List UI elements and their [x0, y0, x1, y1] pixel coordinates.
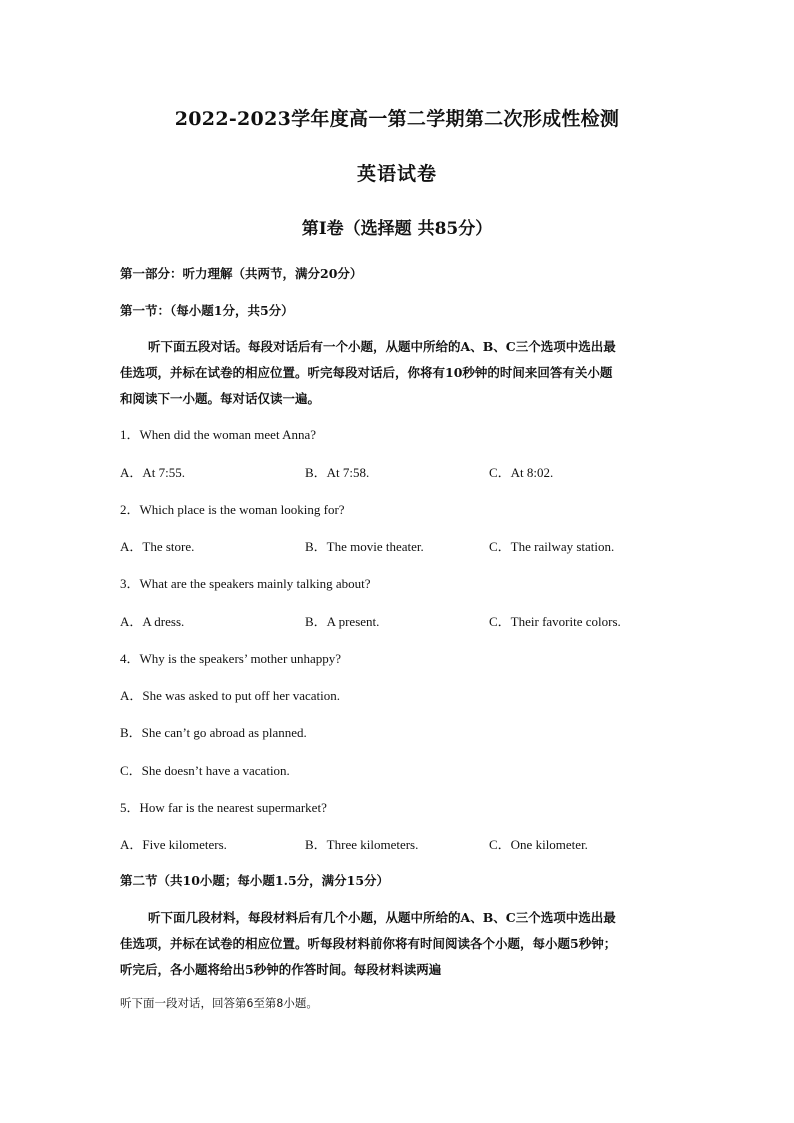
question-1-option-b: B．At 7:58. [305, 465, 370, 480]
section1-instructions [120, 334, 680, 412]
question-3-option-c: C．Their favorite colors. [489, 614, 621, 629]
question-1-option-c: C．At 8:02. [489, 465, 554, 480]
question-5-option-b: B．Three kilometers. [305, 837, 419, 852]
question-4-option-a: A．She was asked to put off her vacation. [120, 688, 340, 703]
part1-heading: 第一部分：听力理解（共两节，满分20分） [120, 266, 363, 281]
volume-title: 第I卷（选择题 共85分） [301, 219, 493, 239]
instruction-line: 听完后，各小题将给出5秒钟的作答时间。每段材料读两遍 [120, 962, 442, 977]
question-3-option-a: A．A dress. [120, 614, 185, 629]
question-2-option-b: B．The movie theater. [305, 539, 424, 554]
instruction-line: 佳选项，并标在试卷的相应位置。听完每段对话后，你将有10秒钟的时间来回答有关小题 [120, 365, 613, 380]
section1-heading: 第一节：（每小题1分，共5分） [120, 303, 294, 318]
instruction-line: 听下面几段材料，每段材料后有几个小题，从题中所给的A、B、C三个选项中选出最 [148, 910, 616, 925]
section2-heading: 第二节（共10小题；每小题1.5分，满分15分） [120, 873, 390, 888]
question-5-stem: 5．How far is the nearest supermarket? [120, 800, 327, 815]
question-5-option-c: C．One kilometer. [489, 837, 588, 852]
section2-instructions [120, 905, 680, 983]
question-4-stem: 4．Why is the speakers’ mother unhappy? [120, 651, 342, 666]
question-5-option-a: A．Five kilometers. [120, 837, 227, 852]
question-4-option-b: B．She can’t go abroad as planned. [120, 725, 307, 740]
question-3-option-b: B．A present. [305, 614, 380, 629]
question-1-stem: 1．When did the woman meet Anna? [120, 427, 317, 442]
exam-title: 2022-2023学年度高一第二学期第二次形成性检测 [174, 108, 620, 130]
question-2-stem: 2．Which place is the woman looking for? [120, 502, 345, 517]
instruction-line: 佳选项，并标在试卷的相应位置。听每段材料前你将有时间阅读各个小题，每小题5秒钟； [120, 936, 617, 951]
instruction-line: 和阅读下一小题。每对话仅读一遍。 [120, 391, 321, 406]
section2-note: 听下面一段对话，回答第6至第8小题。 [120, 996, 318, 1010]
question-1-option-a: A．At 7:55. [120, 465, 186, 480]
question-3-stem: 3．What are the speakers mainly talking about? [120, 576, 371, 591]
instruction-line: 听下面五段对话。每段对话后有一个小题，从题中所给的A、B、C三个选项中选出最 [148, 339, 616, 354]
question-2-option-c: C．The railway station. [489, 539, 615, 554]
exam-subject: 英语试卷 [356, 163, 437, 185]
question-2-option-a: A．The store. [120, 539, 195, 554]
question-4-option-c: C．She doesn’t have a vacation. [120, 763, 290, 778]
